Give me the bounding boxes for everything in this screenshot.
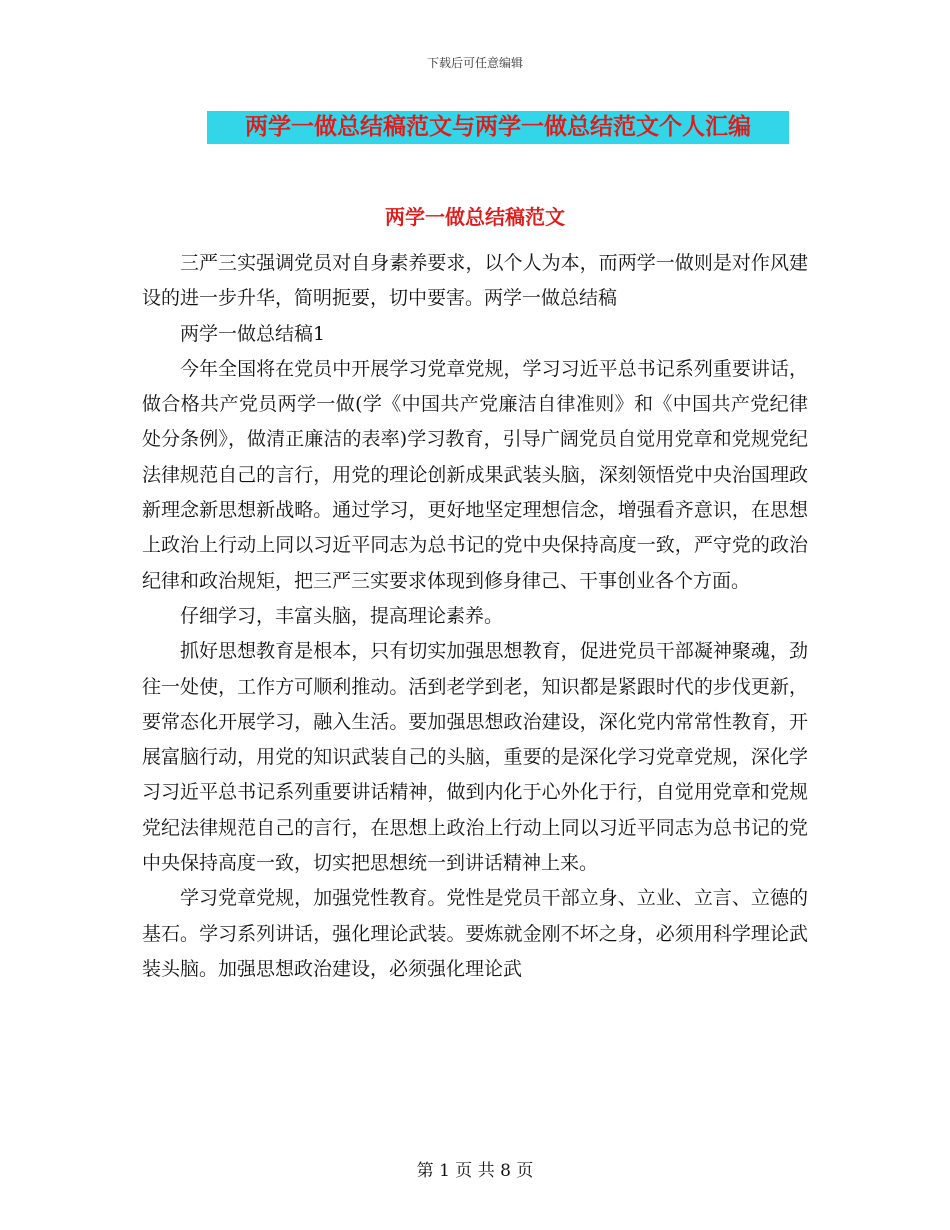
paragraph: 仔细学习，丰富头脑，提高理论素养。 — [180, 604, 504, 627]
paragraph: 三严三实强调党员对自身素养要求，以个人为本，而两学一做则是对作风建设的进一步升华，简明扼要，切中要害。两学一做总结稿 — [142, 252, 808, 310]
section-title: 两学一做总结稿范文 — [385, 205, 565, 229]
page-number-footer: 第 1 页 共 8 页 — [416, 1161, 534, 1181]
paragraph: 学习党章党规，加强党性教育。党性是党员干部立身、立业、立言、立德的基石。学习系列讲话，强化理论武装。要炼就金刚不坏之身，必须用科学理论武装头脑。加强思想政治建设，必须强化理论武 — [142, 887, 808, 980]
paragraph: 抓好思想教育是根本，只有切实加强思想教育，促进党员干部凝神聚魂，劲往一处使，工作方可顺利推动。活到老学到老，知识都是紧跟时代的步伐更新，要常态化开展学习，融入生活。要加强思想政治建设，深化党内常常性教育，开展富脑行动，用党的知识武装自己的头脑，重要的是深化学习党章党规，深化学习习近平总书记系列重要讲话精神，做到内化于心外化于行，自觉用党章和党规党纪法律规范自己的言行，在思想上政治上行动上同以习近平同志为总书记的党中央保持高度一致，切实把思想统一到讲话精神上来。 — [142, 640, 808, 875]
paragraph: 两学一做总结稿1 — [180, 322, 326, 345]
document-title: 两学一做总结稿范文与两学一做总结范文个人汇编 — [207, 111, 789, 144]
paragraph: 今年全国将在党员中开展学习党章党规，学习习近平总书记系列重要讲话，做合格共产党员两学一做(学《中国共产党廉洁自律准则》和《中国共产党纪律处分条例》，做清正廉洁的表率)学习教育，引导广阔党员自觉用党章和党规党纪法律规范自己的言行，用党的理论创新成果武装头脑，深刻领悟党中央治国理政新理念新思想新战略。通过学习，更好地坚定理想信念，增强看齐意识，在思想上政治上行动上同以习近平同志为总书记的党中央保持高度一致，严守党的政治纪律和政治规矩，把三严三实要求体现到修身律己、干事创业各个方面。 — [142, 357, 808, 592]
document-body — [142, 246, 808, 987]
page-header-note: 下载后可任意编辑 — [426, 56, 523, 70]
